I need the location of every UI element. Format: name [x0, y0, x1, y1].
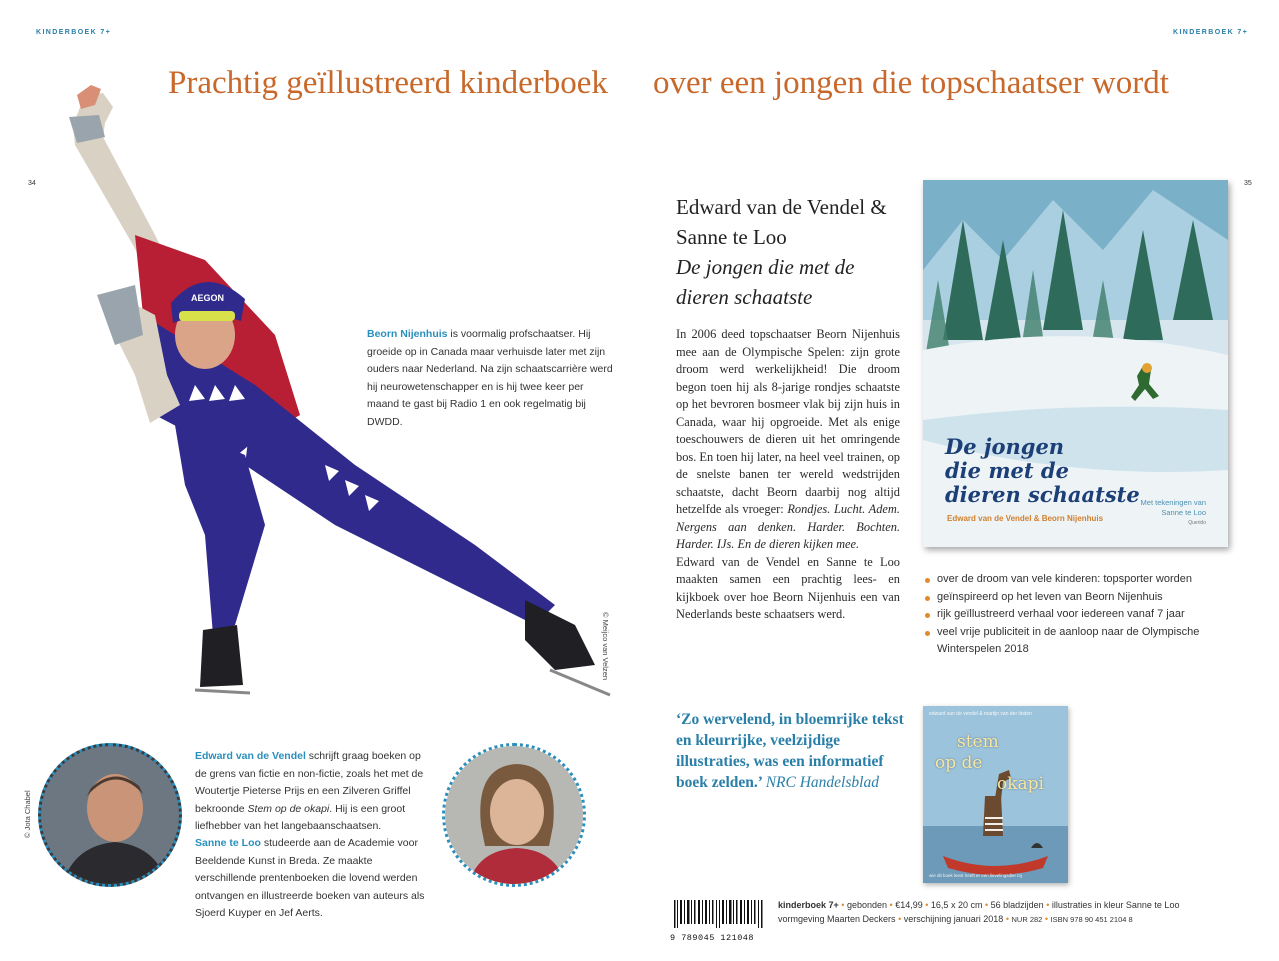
sanne-bio — [195, 835, 431, 923]
edward-bio-text-2: . Hij is een groot liefhebber van het langebaanschaatsen. — [195, 802, 406, 832]
cover-title-line-2: die met de — [945, 458, 1069, 483]
review-quote — [676, 709, 904, 793]
edward-bio — [195, 748, 431, 836]
isbn-barcode — [670, 898, 770, 943]
okapi-title-line-1: stem — [957, 732, 999, 752]
footer-binding: gebonden — [846, 900, 888, 910]
footer-size: 16,5 x 20 cm — [930, 900, 983, 910]
footer-info-line-1: kinderboek 7+ • gebonden • €14,99 • 16,5 x 20 cm • 56 bladzijden • illustraties in kleur Sanne te Loo — [778, 900, 1180, 910]
book-title-line-2: dieren schaatste — [676, 285, 813, 309]
footer-design: vormgeving Maarten Deckers — [778, 914, 896, 924]
skater-photo-credit: © Meijco van Velzen — [601, 612, 610, 681]
page-number-right: 35 — [1244, 180, 1252, 187]
selling-point: over de droom van vele kinderen: topsporter worden — [925, 571, 1225, 589]
edward-portrait-image — [41, 746, 182, 887]
cover-tekeningen-line-1: Met tekeningen van — [1140, 498, 1206, 507]
edward-portrait — [38, 743, 182, 887]
header-tag-left: KINDERBOEK 7+ — [36, 29, 112, 36]
headline-left: Prachtig geïllustreerd kinderboek — [168, 65, 608, 101]
page-number-left: 34 — [28, 180, 36, 187]
footer-illustrations: illustraties in kleur Sanne te Loo — [1051, 900, 1180, 910]
edward-bio-name: Edward van de Vendel — [195, 750, 306, 762]
footer-release: verschijning januari 2018 — [903, 914, 1004, 924]
headline-right: over een jongen die topschaatser wordt — [653, 65, 1169, 101]
footer-price: €14,99 — [895, 900, 923, 910]
cover-title-line-3: dieren schaatste — [945, 482, 1140, 507]
cover-tekeningen-line-2: Sanne te Loo — [1161, 508, 1206, 517]
selling-point: geïnspireerd op het leven van Beorn Nijenhuis — [925, 589, 1225, 607]
cover-title-line-1: De jongen — [945, 434, 1065, 459]
book-title-line-1: De jongen die met de — [676, 255, 855, 279]
header-tag-right: KINDERBOEK 7+ — [1173, 29, 1249, 36]
okapi-cover-subtitle: wie dit boek leest heeft er een lievelingsdier bij — [929, 873, 1022, 878]
book-description-1: In 2006 deed topschaatser Beorn Nijenhuis mee aan de Olympische Spelen: zijn grote droom werd werkelijkheid! Die droom begon toen hij als 8-jarige rondjes schaatste op het bevroren bosmeer vlak bij zijn huis in Canada, waar hij opgroeide. Met als enige toeschouwers de dieren uit het omringende bos. En toen hij later, na heel veel trainen, op de snelste banen ter wereld wedstrijden schaatste, dacht Beorn daarbij nog altijd hetzelfde als vroeger: — [676, 327, 900, 516]
book-description — [676, 326, 900, 624]
selling-point: veel vrije publiciteit in de aanloop naar de Olympische Winterspelen 2018 — [925, 624, 1225, 659]
review-quote-text: ‘Zo wervelend, in bloemrijke tekst en kleurrijke, veelzijdige illustraties, was een informatief boek zelden.’ — [676, 711, 904, 791]
footer-pages: 56 bladzijden — [990, 900, 1044, 910]
helmet-logo-text: AEGON — [191, 293, 225, 303]
skater-bio-text: is voormalig profschaatser. Hij groeide op in Canada maar verhuisde later met zijn ouders naar Nederland. Na zijn schaatscarrière werd hij neurowetenschapper en is hij twee keer per maand te gast bij Radio 1 en ook regelmatig bij DWDD. — [367, 328, 613, 428]
book-title-block — [676, 192, 916, 312]
sanne-bio-text: studeerde aan de Academie voor Beeldende Kunst in Breda. Ze maakte verschillende prentenboeken die lovend werden ontvangen en illustreerde boeken van auteurs als Sjoerd Kuyper en Jef Aerts. — [195, 837, 425, 919]
edward-bio-book: Stem op de okapi — [247, 802, 330, 815]
skater-bio-name: Beorn Nijenhuis — [367, 328, 448, 340]
footer-info-line-2: vormgeving Maarten Deckers • verschijning januari 2018 • NUR 282 • ISBN 978 90 451 2104 8 — [778, 914, 1133, 924]
sanne-portrait-image — [445, 746, 586, 887]
book-authors-line-2: Sanne te Loo — [676, 225, 787, 249]
okapi-title-line-3: okapi — [997, 774, 1044, 794]
footer-category: kinderboek 7+ — [778, 900, 839, 910]
selling-point: rijk geïllustreerd verhaal voor iedereen vanaf 7 jaar — [925, 606, 1225, 624]
sanne-portrait — [442, 743, 586, 887]
barcode-bars — [670, 898, 770, 928]
book-description-italic: Rondjes. Lucht. Adem. Nergens aan denken. Harder. Bochten. Harder. IJs. En de dieren kijken mee. — [676, 502, 900, 551]
barcode-number: 9 789045 121048 — [670, 933, 755, 943]
skater-bio — [367, 326, 617, 431]
cover-authors: Edward van de Vendel & Beorn Nijenhuis — [947, 514, 1104, 523]
book-cover — [923, 180, 1228, 547]
okapi-title-line-2: op de — [935, 753, 983, 773]
footer-isbn: ISBN 978 90 451 2104 8 — [1050, 915, 1133, 924]
edward-bio-text-1: schrijft graag boeken op de grens van fictie en non-fictie, zoals het met de Woutertje Pieterse Prijs en een Zilveren Griffel bekroonde — [195, 750, 424, 815]
cover-publisher: Querido — [1188, 520, 1206, 526]
selling-points-list — [925, 571, 1225, 659]
okapi-cover-authors: edward van de vendel & martijn van der linden — [929, 711, 1032, 717]
okapi-book-cover — [923, 706, 1068, 883]
authors-photo-credit: © Jota Chabel — [23, 790, 32, 838]
review-quote-source: NRC Handelsblad — [765, 774, 879, 791]
cover-illustrator — [1141, 498, 1206, 528]
okapi-cover-title — [935, 732, 1044, 795]
book-description-2: Edward van de Vendel en Sanne te Loo maakten samen een prachtig lees- en kijkboek over hoe Beorn Nijenhuis een van Nederlands beste schaatsers werd. — [676, 554, 900, 621]
footer-nur: NUR 282 — [1011, 915, 1043, 924]
sanne-bio-name: Sanne te Loo — [195, 837, 261, 849]
cover-title — [945, 435, 1140, 507]
book-authors-line-1: Edward van de Vendel & — [676, 195, 887, 219]
